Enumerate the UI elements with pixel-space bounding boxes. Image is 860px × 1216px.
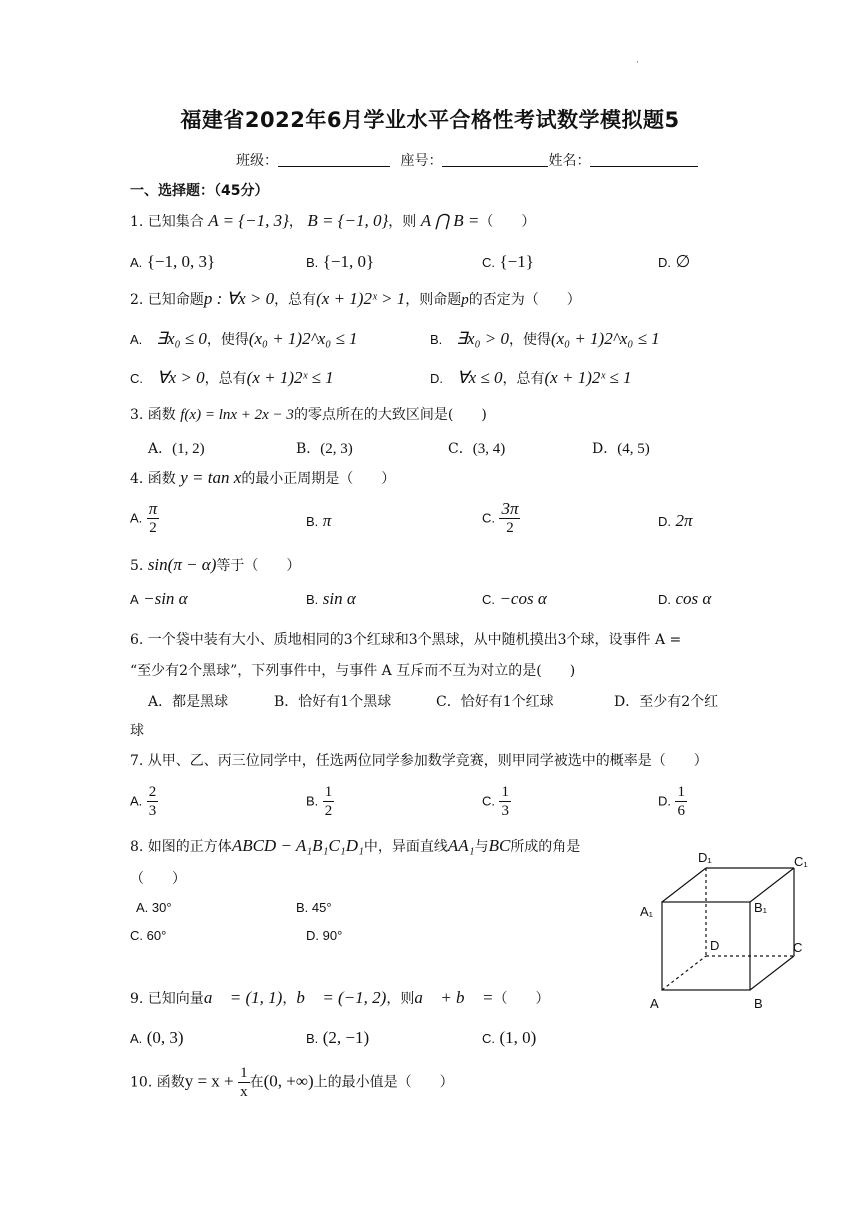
question-6-line-1: 6. 一个袋中装有大小、质地相同的3个红球和3个黑球，从中随机摸出3个球，设事件 A = xyxy=(130,632,682,648)
q6-option-b[interactable]: B．恰好有1个黑球 xyxy=(274,694,392,710)
q8-option-b[interactable]: B. 45° xyxy=(296,900,332,915)
q8-option-c[interactable]: C. 60° xyxy=(130,928,167,943)
q1-option-a[interactable]: A. {−1, 0, 3} xyxy=(130,252,216,271)
q9-vector-a: a⃗ = (1, 1) xyxy=(203,988,283,1007)
q2-condition: (x + 1)2ˣ > 1 xyxy=(316,289,406,308)
q3-option-a[interactable]: A．(1, 2) xyxy=(148,441,205,457)
q4-function: y = tan x xyxy=(180,468,242,487)
vertex-a1: A₁ xyxy=(640,904,654,919)
q2-proposition: p : ∀x > 0 xyxy=(203,289,275,308)
q1-expr: A ⋂ B = xyxy=(420,211,480,230)
page-title: 福建省2022年6月学业水平合格性考试数学模拟题5 xyxy=(180,108,680,132)
q9-vector-b: b⃗ = (−1, 2) xyxy=(296,988,387,1007)
q4-option-b[interactable]: B. π xyxy=(306,511,332,530)
q5-expression: sin(π − α) xyxy=(147,555,217,574)
cube-edge-a1d1 xyxy=(662,868,706,902)
question-4: 4. 函数 y = tan x的最小正周期是（ ） xyxy=(130,468,396,487)
class-label: 班级： xyxy=(236,153,278,169)
vertex-a: A xyxy=(650,996,659,1011)
q5-option-b[interactable]: B. sin α xyxy=(306,589,356,608)
q2-option-c[interactable]: C. ∀x > 0，总有(x + 1)2ˣ ≤ 1 xyxy=(130,368,334,387)
question-8: 8. 如图的正方体ABCD − A₁B₁C₁D₁中，异面直线AA₁与BC所成的角是 xyxy=(130,836,581,855)
cube-edge-bc xyxy=(750,956,794,990)
q1-stem: 1. 已知集合 xyxy=(130,214,204,230)
vertex-b1: B₁ xyxy=(754,900,768,915)
q3-option-b[interactable]: B．(2, 3) xyxy=(296,441,353,457)
q5-option-a[interactable]: A −sin α xyxy=(130,589,188,608)
question-9: 9. 已知向量a⃗ = (1, 1)，b⃗ = (−1, 2)，则a⃗ + b⃗ =（ ） xyxy=(130,988,550,1007)
question-7: 7. 从甲、乙、丙三位同学中，任选两位同学参加数学竞赛，则甲同学被选中的概率是（ ） xyxy=(130,753,708,769)
q1-set-b: B = {−1, 0} xyxy=(307,211,389,230)
q1-paren: （ ） xyxy=(479,214,536,230)
q1-option-c[interactable]: C. {−1} xyxy=(482,252,534,271)
q9-option-a[interactable]: A. (0, 3) xyxy=(130,1028,184,1047)
q1-sep: ， xyxy=(288,214,303,230)
question-2: 2. 已知命题p : ∀x > 0，总有(x + 1)2ˣ > 1，则命题p的否定为（ ） xyxy=(130,289,581,308)
name-label: 姓名： xyxy=(548,153,591,169)
q1-stem-b: ，则 xyxy=(388,214,417,230)
q6-option-a[interactable]: A．都是黑球 xyxy=(148,694,229,710)
q3-option-c[interactable]: C．(3, 4) xyxy=(448,441,506,457)
q8-cube: ABCD − A₁B₁C₁D₁ xyxy=(231,836,364,855)
vertex-d: D xyxy=(710,938,720,953)
q8-paren: （ ） xyxy=(130,871,186,887)
q3-option-d[interactable]: D．(4, 5) xyxy=(592,441,650,457)
corner-dot: · xyxy=(636,58,639,68)
cube-edge-ad-hidden xyxy=(662,956,706,990)
section-heading: 一、选择题：（45分） xyxy=(130,183,269,199)
seat-label: 座号： xyxy=(400,153,443,169)
q5-option-c[interactable]: C. −cos α xyxy=(482,589,547,608)
q1-set-a: A = {−1, 3} xyxy=(208,211,289,230)
q3-function: f(x) = lnx + 2x − 3 xyxy=(180,407,294,423)
q4-option-d[interactable]: D. 2π xyxy=(658,511,693,530)
cube-edge-b1c1 xyxy=(750,868,794,902)
q1-option-d[interactable]: D. ∅ xyxy=(658,252,691,271)
q9-option-b[interactable]: B. (2, −1) xyxy=(306,1028,370,1047)
vertex-c: C xyxy=(793,940,803,955)
question-6-line-2: “至少有2个黑球”，下列事件中，与事件 A 互斥而不互为对立的是( ) xyxy=(130,663,576,679)
question-1 xyxy=(130,211,535,231)
q9-option-c[interactable]: C. (1, 0) xyxy=(482,1028,537,1047)
vertex-b: B xyxy=(754,996,763,1011)
vertex-c1: C₁ xyxy=(794,854,808,869)
q7-option-a[interactable]: A. $\frac{2}{3}$ xyxy=(130,784,157,819)
q6-option-d-wrap: 球 xyxy=(130,723,144,739)
q2-option-b[interactable]: B. ∃x₀ > 0，使得(x₀ + 1)2^x₀ ≤ 1 xyxy=(430,329,660,348)
q6-option-d[interactable]: D．至少有2个红 xyxy=(614,694,719,710)
q7-option-d[interactable]: D. $\frac{1}{6}$ xyxy=(658,784,685,819)
question-3: 3. 函数 f(x) = lnx + 2x − 3的零点所在的大致区间是( ) xyxy=(130,407,487,423)
q8-option-a[interactable]: A. 30° xyxy=(136,900,172,915)
class-blank[interactable] xyxy=(278,152,390,167)
q7-option-c[interactable]: C. $\frac{1}{3}$ xyxy=(482,784,509,819)
name-blank[interactable] xyxy=(590,152,698,167)
question-5: 5. sin(π − α)等于（ ） xyxy=(130,555,301,574)
q2-option-a[interactable]: A. ∃x₀ ≤ 0，使得(x₀ + 1)2^x₀ ≤ 1 xyxy=(130,329,358,348)
q4-option-c[interactable]: C. $\frac{3\pi}{2}$ xyxy=(482,499,519,536)
seat-blank[interactable] xyxy=(442,152,548,167)
cube-figure xyxy=(636,846,816,1016)
q8-option-d[interactable]: D. 90° xyxy=(306,928,343,943)
q2-option-d[interactable]: D. ∀x ≤ 0，总有(x + 1)2ˣ ≤ 1 xyxy=(430,368,632,387)
q7-option-b[interactable]: B. $\frac{1}{2}$ xyxy=(306,784,333,819)
q5-option-d[interactable]: D. cos α xyxy=(658,589,712,608)
vertex-d1: D₁ xyxy=(698,850,712,865)
q1-option-b[interactable]: B. {−1, 0} xyxy=(306,252,375,271)
q6-option-c[interactable]: C．恰好有1个红球 xyxy=(436,694,554,710)
q4-option-a[interactable]: A. $\frac{\pi}{2}$ xyxy=(130,499,158,536)
question-10: 10. 函数y = x + $\frac{1}{x}$ 在(0, +∞)上的最小值是（ ） xyxy=(130,1065,454,1100)
student-info-line xyxy=(236,150,698,170)
